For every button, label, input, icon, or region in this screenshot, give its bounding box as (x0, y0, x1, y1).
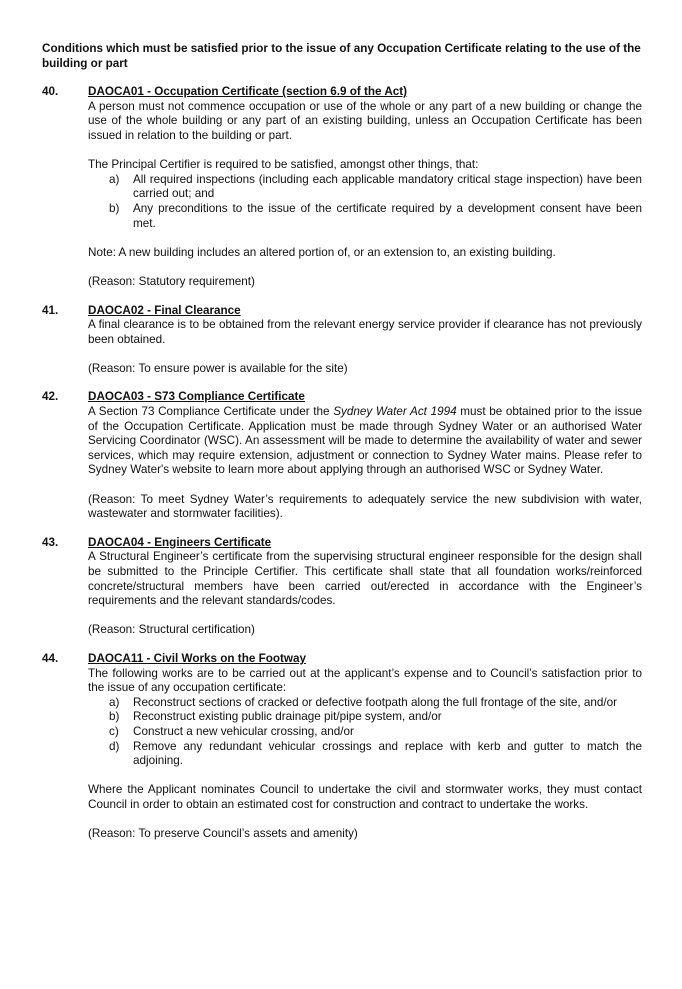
condition-number: 40. (42, 85, 59, 99)
condition-paragraph: A Structural Engineer’s certificate from the supervising structural engineer responsible for the design shall be submitted to the Principle Certifier. This certificate shall state that all foundation works/reinforced concrete/structural members have been carried out/erected in accordance with the Engineer’s requirements and the relevant standards/codes. (88, 550, 642, 608)
list-item (88, 725, 642, 740)
condition-reason: (Reason: To preserve Council’s assets and amenity) (88, 827, 358, 841)
condition-reason: (Reason: Statutory requirement) (88, 274, 255, 288)
condition-reason: (Reason: Structural certification) (88, 623, 255, 637)
act-name: Sydney Water Act 1994 (333, 405, 457, 419)
condition-44 (42, 652, 642, 842)
condition-title: DAOCA01 - Occupation Certificate (section 6.9 of the Act) (88, 85, 408, 99)
list-item (88, 202, 642, 231)
list-item-label: a) (109, 172, 120, 186)
list-item-text: Reconstruct existing public drainage pit/pipe system, and/or (133, 710, 442, 724)
condition-paragraph: The Principal Certifier is required to be satisfied, amongst other things, that: (88, 158, 479, 172)
list-item (88, 173, 642, 202)
condition-number: 41. (42, 303, 59, 317)
list-item-text: All required inspections (including each applicable mandatory critical stage inspection) have been carried out; and (133, 172, 642, 201)
condition-reason: (Reason: To ensure power is available for the site) (88, 361, 348, 375)
condition-list (88, 173, 642, 231)
condition-paragraph: The following works are to be carried out at the applicant’s expense and to Council’s satisfaction prior to the issue of any occupation certificate: (88, 666, 642, 695)
condition-43 (42, 536, 642, 638)
condition-number: 43. (42, 535, 59, 549)
condition-41 (42, 304, 642, 377)
list-item-label: d) (109, 739, 120, 753)
condition-title: DAOCA11 - Civil Works on the Footway (88, 651, 306, 665)
list-item (88, 696, 642, 711)
condition-reason: (Reason: To meet Sydney Water’s requirements to adequately service the new subdivision with water, wastewater and stormwater facilities). (88, 492, 642, 521)
list-item (88, 740, 642, 769)
section-heading: Conditions which must be satisfied prior to the issue of any Occupation Certificate relating to the use of the building or part (42, 42, 641, 70)
list-item-text: Construct a new vehicular crossing, and/or (133, 724, 354, 738)
list-item-text: Any preconditions to the issue of the certificate required by a development consent have been met. (133, 201, 642, 230)
condition-paragraph (88, 405, 642, 478)
list-item-label: b) (109, 201, 120, 215)
condition-paragraph: Where the Applicant nominates Council to undertake the civil and stormwater works, they must contact Council in order to obtain an estimated cost for construction and contract to undertake the works. (88, 783, 642, 811)
condition-number: 44. (42, 651, 59, 665)
list-item-text: Remove any redundant vehicular crossings and replace with kerb and gutter to match the adjoining. (133, 739, 642, 768)
condition-title: DAOCA04 - Engineers Certificate (88, 535, 272, 549)
condition-paragraph: A person must not commence occupation or use of the whole or any part of a new building or change the use of the whole building or any part of an existing building, unless an Occupation Certificate has been issued in relation to the building or part. (88, 99, 642, 142)
list-item (88, 710, 642, 725)
paragraph-text: A Section 73 Compliance Certificate under the (88, 405, 334, 419)
condition-note: Note: A new building includes an altered portion of, or an extension to, an existing building. (88, 245, 556, 259)
condition-title: DAOCA02 - Final Clearance (88, 303, 241, 317)
paragraph-text: must be obtained prior to the issue of the Occupation Certificate. Application must be made through Sydney Water or an authorised Water Servicing Coordinator (WSC). An assessment will be made to determine the availability of water and sewer services, which may require extension, adjustment or connection to Sydney Water mains. Please refer to Sydney Water's website to learn more about applying through an authorised WSC or Sydney Water. (88, 405, 643, 477)
list-item-text: Reconstruct sections of cracked or defective footpath along the full frontage of the site, and/or (133, 695, 618, 709)
condition-40 (42, 85, 642, 289)
condition-title: DAOCA03 - S73 Compliance Certificate (88, 390, 305, 404)
list-item-label: a) (109, 695, 120, 709)
condition-42 (42, 390, 642, 521)
condition-list (88, 696, 642, 769)
condition-paragraph: A final clearance is to be obtained from the relevant energy service provider if clearance has not previously been obtained. (88, 318, 642, 346)
list-item-label: c) (109, 724, 119, 738)
list-item-label: b) (109, 710, 120, 724)
condition-number: 42. (42, 390, 59, 404)
